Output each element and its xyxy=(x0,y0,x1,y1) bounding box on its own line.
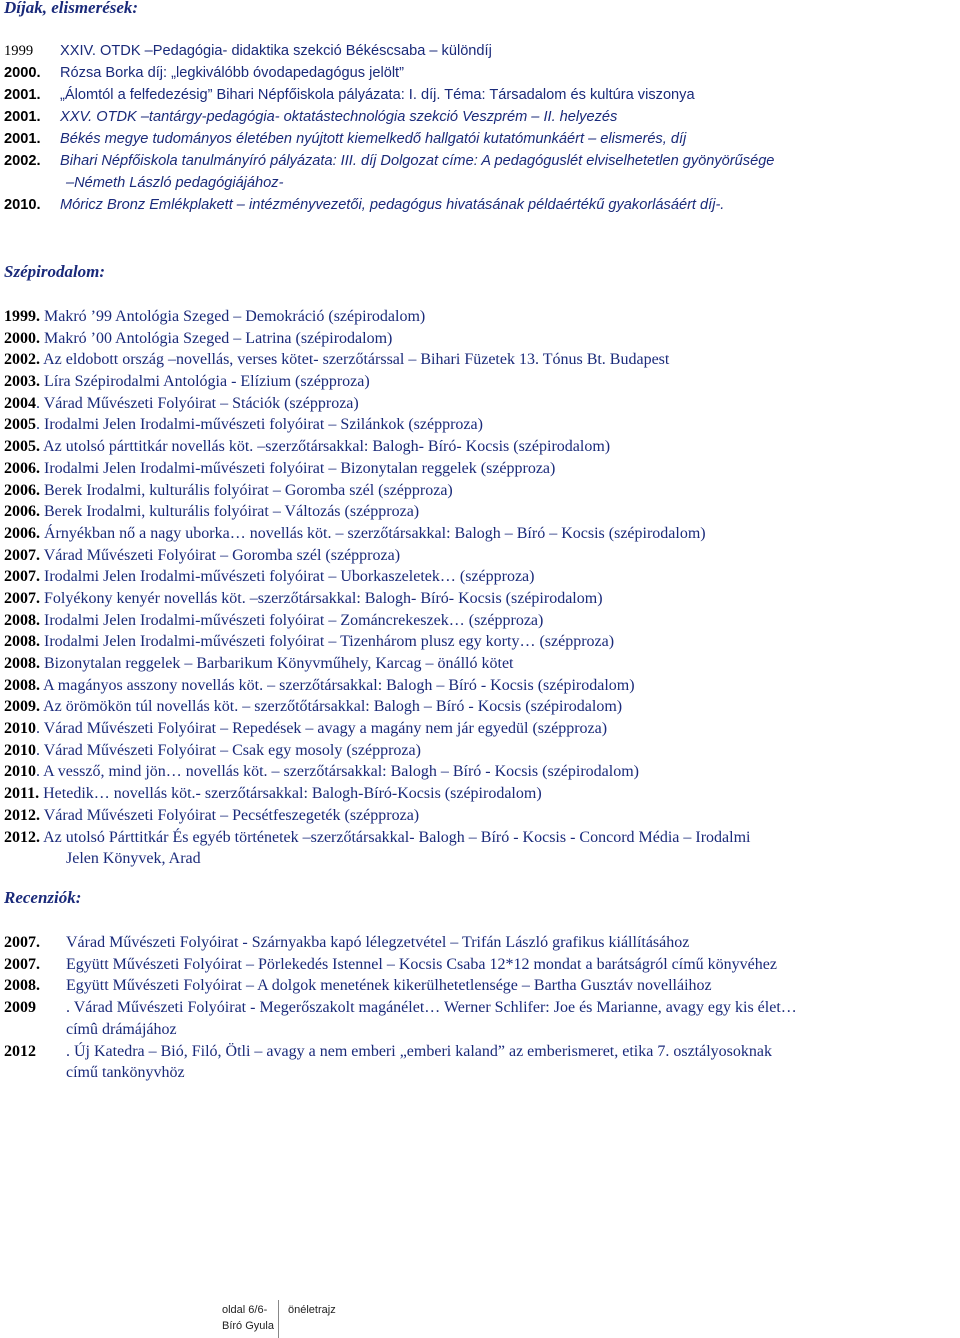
award-text: Rózsa Borka díj: „legkiválóbb óvodapedagógus jelölt” xyxy=(60,65,404,81)
literature-text: Irodalmi Jelen Irodalmi-művészeti folyóirat – Bizonytalan reggelek (szépproza) xyxy=(44,459,556,477)
literature-entry xyxy=(4,414,956,436)
literature-year: 2002. xyxy=(4,351,40,369)
literature-year: 2010 xyxy=(4,741,36,759)
literature-text: Líra Szépirodalmi Antológia - Elízium (szépproza) xyxy=(44,373,370,391)
literature-text: Várad Művészeti Folyóirat – Pecsétfeszegeték (szépproza) xyxy=(43,806,420,824)
literature-entry xyxy=(4,545,956,567)
award-text: „Álomtól a felfedezésig” Bihari Népfőiskola pályázata: I. díj. Téma: Társadalom és kultúra viszonya xyxy=(60,87,695,103)
literature-year: 2005. xyxy=(4,438,40,456)
literature-text: . Várad Művészeti Folyóirat – Stációk (szépproza) xyxy=(36,394,359,412)
literature-text: Folyékony kenyér novellás köt. –szerzőtársakkal: Balogh- Bíró- Kocsis (szépirodalom) xyxy=(44,589,603,607)
footer-page-info xyxy=(222,1302,282,1334)
award-text: XXV. OTDK –tantárgy-pedagógia- oktatástechnológia szekció Veszprém – II. helyezés xyxy=(60,109,618,125)
review-text: Várad Művészeti Folyóirat - Szárnyakba kapó lélegzetvétel – Trifán László grafikus kiállításához xyxy=(66,934,690,951)
literature-text: Irodalmi Jelen Irodalmi-művészeti folyóirat – Tizenhárom plusz egy korty… (szépproza) xyxy=(44,633,615,651)
award-year: 2001. xyxy=(4,109,41,125)
review-text: Együtt Művészeti Folyóirat – A dolgok menetének kikerülhetetlensége – Bartha Gusztáv novelláihoz xyxy=(66,977,712,995)
literature-text: Az örömökön túl novellás köt. – szerzőtőtársakkal: Balogh – Bíró - Kocsis (szépirodalom) xyxy=(43,698,623,716)
reviews-list xyxy=(4,932,956,1084)
review-year: 2012 xyxy=(4,1042,36,1060)
literature-entry xyxy=(4,827,956,849)
literature-entry xyxy=(4,631,956,653)
literature-year: 2005 xyxy=(4,416,36,434)
literature-heading: Szépirodalom: xyxy=(4,262,106,281)
review-text-continued: címû drámájához xyxy=(66,1020,177,1038)
literature-year: 2006. xyxy=(4,481,40,499)
review-entry xyxy=(4,975,956,997)
award-entry xyxy=(4,106,954,128)
literature-text: Várad Művészeti Folyóirat – Goromba szél (szépproza) xyxy=(43,546,401,564)
award-text-continued: –Németh László pedagógiájához- xyxy=(66,175,284,191)
literature-entry xyxy=(4,783,956,805)
literature-entry xyxy=(4,436,956,458)
literature-list xyxy=(4,306,956,870)
literature-year: 2006. xyxy=(4,524,40,542)
literature-entry xyxy=(4,805,956,827)
literature-text: . Várad Művészeti Folyóirat – Repedések – avagy a magány nem jár egyedül (szépproza) xyxy=(36,720,608,738)
literature-entry xyxy=(4,566,956,588)
literature-year: 2004 xyxy=(4,394,36,412)
award-year: 1999 xyxy=(4,43,34,59)
literature-entry xyxy=(4,696,956,718)
literature-year: 2006. xyxy=(4,459,40,477)
literature-text: Irodalmi Jelen Irodalmi-művészeti folyóirat – Uborkaszeletek… (szépproza) xyxy=(44,568,535,586)
footer-author: Bíró Gyula xyxy=(222,1320,274,1332)
review-text-continued: című tankönyvhöz xyxy=(66,1064,185,1082)
review-entry xyxy=(4,932,956,954)
review-year: 2007. xyxy=(4,934,40,951)
literature-year: 2011. xyxy=(4,785,40,803)
literature-text: Az eldobott ország –novellás, verses kötet- szerzőtárssal – Bihari Füzetek 13. Tónus Bt. Budapest xyxy=(43,351,670,369)
footer-page-number: oldal 6/6- xyxy=(222,1304,268,1316)
review-year: 2007. xyxy=(4,955,40,973)
review-entry xyxy=(4,1041,956,1063)
award-year: 2000. xyxy=(4,65,41,81)
literature-text-continued: Jelen Könyvek, Arad xyxy=(66,850,201,868)
footer-divider xyxy=(278,1300,279,1338)
literature-text: Berek Irodalmi, kulturális folyóirat – Goromba szél (szépproza) xyxy=(44,481,453,499)
literature-entry xyxy=(4,588,956,610)
page-footer xyxy=(0,1300,960,1338)
literature-year: 2010 xyxy=(4,720,36,738)
award-entry xyxy=(4,194,954,216)
literature-entry xyxy=(4,306,956,328)
award-entry xyxy=(4,128,954,150)
literature-text: Makró ’00 Antológia Szeged – Latrina (szépirodalom) xyxy=(44,329,393,347)
literature-text: Árnyékban nő a nagy uborka… novellás köt. – szerzőtársakkal: Balogh – Bíró – Kocsis (szépirodalom) xyxy=(44,524,706,542)
literature-year: 2009. xyxy=(4,698,40,716)
literature-entry xyxy=(4,328,956,350)
award-entry xyxy=(4,150,954,172)
literature-text: . Irodalmi Jelen Irodalmi-művészeti folyóirat – Szilánkok (szépproza) xyxy=(36,416,483,434)
literature-year: 2008. xyxy=(4,655,40,672)
literature-text: Makró ’99 Antológia Szeged – Demokráció (szépirodalom) xyxy=(44,308,426,325)
literature-text: Az utolsó párttitkár novellás köt. –szerzőtársakkal: Balogh- Bíró- Kocsis (szépirodalom) xyxy=(43,438,611,456)
review-entry xyxy=(4,954,956,976)
literature-year: 2006. xyxy=(4,503,40,521)
literature-year: 2000. xyxy=(4,329,40,347)
literature-year: 2008. xyxy=(4,633,40,651)
award-text: Móricz Bronz Emlékplakett – intézményvezetői, pedagógus hivatásának példaértékű gyakorlásáért díj-. xyxy=(60,197,725,213)
literature-entry xyxy=(4,480,956,502)
literature-year: 2012. xyxy=(4,806,40,824)
award-entry xyxy=(4,84,954,106)
award-year: 2002. xyxy=(4,153,41,169)
award-text: XXIV. OTDK –Pedagógia- didaktika szekció Békéscsaba – különdíj xyxy=(60,43,492,59)
award-text: Bihari Népfőiskola tanulmányíró pályázata: III. díj Dolgozat címe: A pedagóguslét elviselhetetlen gyönyörűsége xyxy=(60,153,775,169)
award-entry xyxy=(4,62,954,84)
literature-text: Bizonytalan reggelek – Barbarikum Könyvműhely, Karcag – önálló kötet xyxy=(44,655,514,672)
literature-text: . A vessző, mind jön… novellás köt. – szerzőtársakkal: Balogh – Bíró - Kocsis (szépirodalom) xyxy=(36,763,639,781)
review-year: 2009 xyxy=(4,999,36,1017)
literature-entry xyxy=(4,761,956,783)
award-text: Békés megye tudományos életében nyújtott kiemelkedő hallgatói kutatómunkáért – elismerés, díj xyxy=(60,131,687,147)
literature-entry xyxy=(4,718,956,740)
review-entry xyxy=(4,997,956,1019)
literature-entry xyxy=(4,371,956,393)
review-text: . Új Katedra – Bió, Filó, Ötli – avagy a nem emberi „emberi kaland” az emberismeret, etika 7. osztályosoknak xyxy=(66,1042,772,1060)
literature-text: . Várad Művészeti Folyóirat – Csak egy mosoly (szépproza) xyxy=(36,741,421,759)
literature-year: 2008. xyxy=(4,676,40,694)
awards-list xyxy=(4,40,954,216)
award-entry xyxy=(4,40,954,62)
review-year: 2008. xyxy=(4,977,40,995)
review-text: . Várad Művészeti Folyóirat - Megerőszakolt magánélet… Werner Schlifer: Joe és Marianne, avagy egy kis élet… xyxy=(66,999,797,1017)
literature-year: 2012. xyxy=(4,828,40,846)
literature-entry xyxy=(4,393,956,415)
literature-year: 2010 xyxy=(4,763,36,781)
literature-text: A magányos asszony novellás köt. – szerzőtársakkal: Balogh – Bíró - Kocsis (szépirodalom) xyxy=(43,676,635,694)
literature-entry xyxy=(4,458,956,480)
award-year: 2001. xyxy=(4,87,41,103)
literature-year: 2003. xyxy=(4,373,40,391)
awards-heading: Díjak, elismerések: xyxy=(4,0,139,17)
review-text: Együtt Művészeti Folyóirat – Pörlekedés Istennel – Kocsis Csaba 12*12 mondat a barátságról című könyvéhez xyxy=(66,955,777,973)
literature-entry xyxy=(4,610,956,632)
literature-year: 2007. xyxy=(4,589,40,607)
literature-entry xyxy=(4,675,956,697)
footer-document-title: önéletrajz xyxy=(288,1304,336,1316)
literature-year: 2007. xyxy=(4,546,40,564)
literature-text: Irodalmi Jelen Irodalmi-művészeti folyóirat – Zománcrekeszek… (szépproza) xyxy=(44,611,544,629)
award-year: 2010. xyxy=(4,197,41,213)
literature-entry xyxy=(4,653,956,675)
literature-entry xyxy=(4,501,956,523)
literature-year: 2007. xyxy=(4,568,40,586)
literature-year: 2008. xyxy=(4,611,40,629)
literature-text: Hetedik… novellás köt.- szerzőtársakkal: Balogh-Bíró-Kocsis (szépirodalom) xyxy=(43,785,542,803)
reviews-heading: Recenziók: xyxy=(4,888,82,907)
literature-entry xyxy=(4,740,956,762)
literature-text: Berek Irodalmi, kulturális folyóirat – Változás (szépproza) xyxy=(44,503,420,521)
literature-entry xyxy=(4,523,956,545)
award-year: 2001. xyxy=(4,131,41,147)
literature-text: Az utolsó Párttitkár És egyéb történetek –szerzőtársakkal- Balogh – Bíró - Kocsis - Concord Média – Irodalmi xyxy=(43,828,751,846)
literature-entry xyxy=(4,349,956,371)
literature-year: 1999. xyxy=(4,308,40,325)
